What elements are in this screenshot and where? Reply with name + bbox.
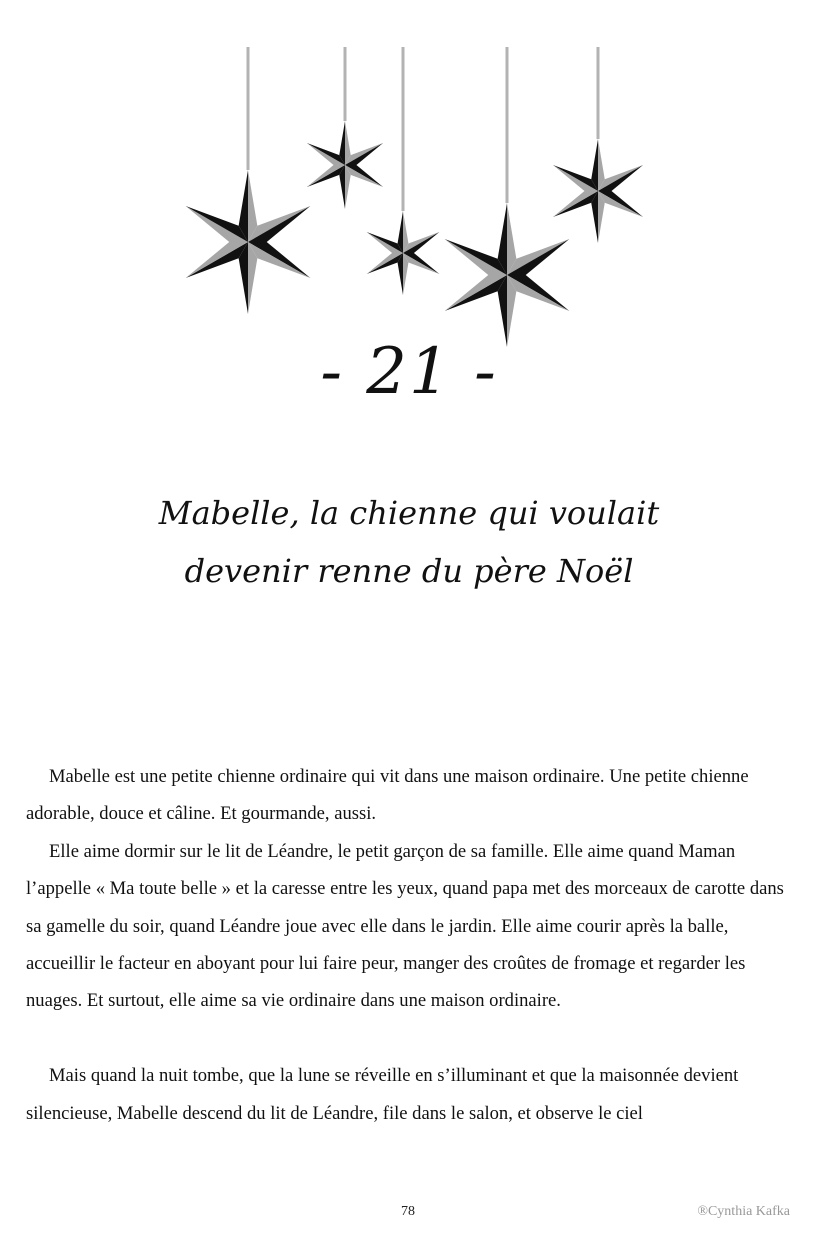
chapter-title-line-1: Mabelle, la chienne qui voulait: [158, 494, 660, 532]
star-icon: [553, 139, 643, 243]
hanging-stars-ornament: [0, 0, 838, 360]
paragraph-1: Mabelle est une petite chienne ordinaire qui vit dans une maison ordinaire. Une petite chienne adorable, douce et câline. Et gourmande, aussi.: [26, 766, 749, 825]
chapter-title: [0, 484, 818, 600]
chapter-number: - 21 -: [320, 335, 498, 409]
copyright-notice: ®Cynthia Kafka: [697, 1204, 790, 1219]
page-number: 78: [401, 1204, 415, 1219]
paragraph-2: Elle aime dormir sur le lit de Léandre, le petit garçon de sa famille. Elle aime quand Maman l’appelle « Ma toute belle » et la caresse entre les yeux, quand papa met des morceaux de carotte dans sa gamelle du soir, quand Léandre joue avec elle dans le jardin. Elle aime courir après la balle, accueillir le facteur en aboyant pour lui faire peur, manger des croûtes de fromage et regarder les nuages. Et surtout, elle aime sa vie ordinaire dans une maison ordinaire.: [26, 840, 784, 1012]
star-icon: [367, 211, 440, 295]
star-icon: [307, 121, 383, 209]
chapter-title-line-2: devenir renne du père Noël: [184, 552, 634, 590]
paragraph-3: Mais quand la nuit tombe, que la lune se réveille en s’illuminant et que la maisonnée devient silencieuse, Mabelle descend du lit de Léandre, file dans le salon, et observe le ciel: [26, 1065, 739, 1124]
story-text: [26, 758, 796, 1132]
star-icon: [186, 170, 311, 314]
star-icon: [445, 203, 570, 347]
